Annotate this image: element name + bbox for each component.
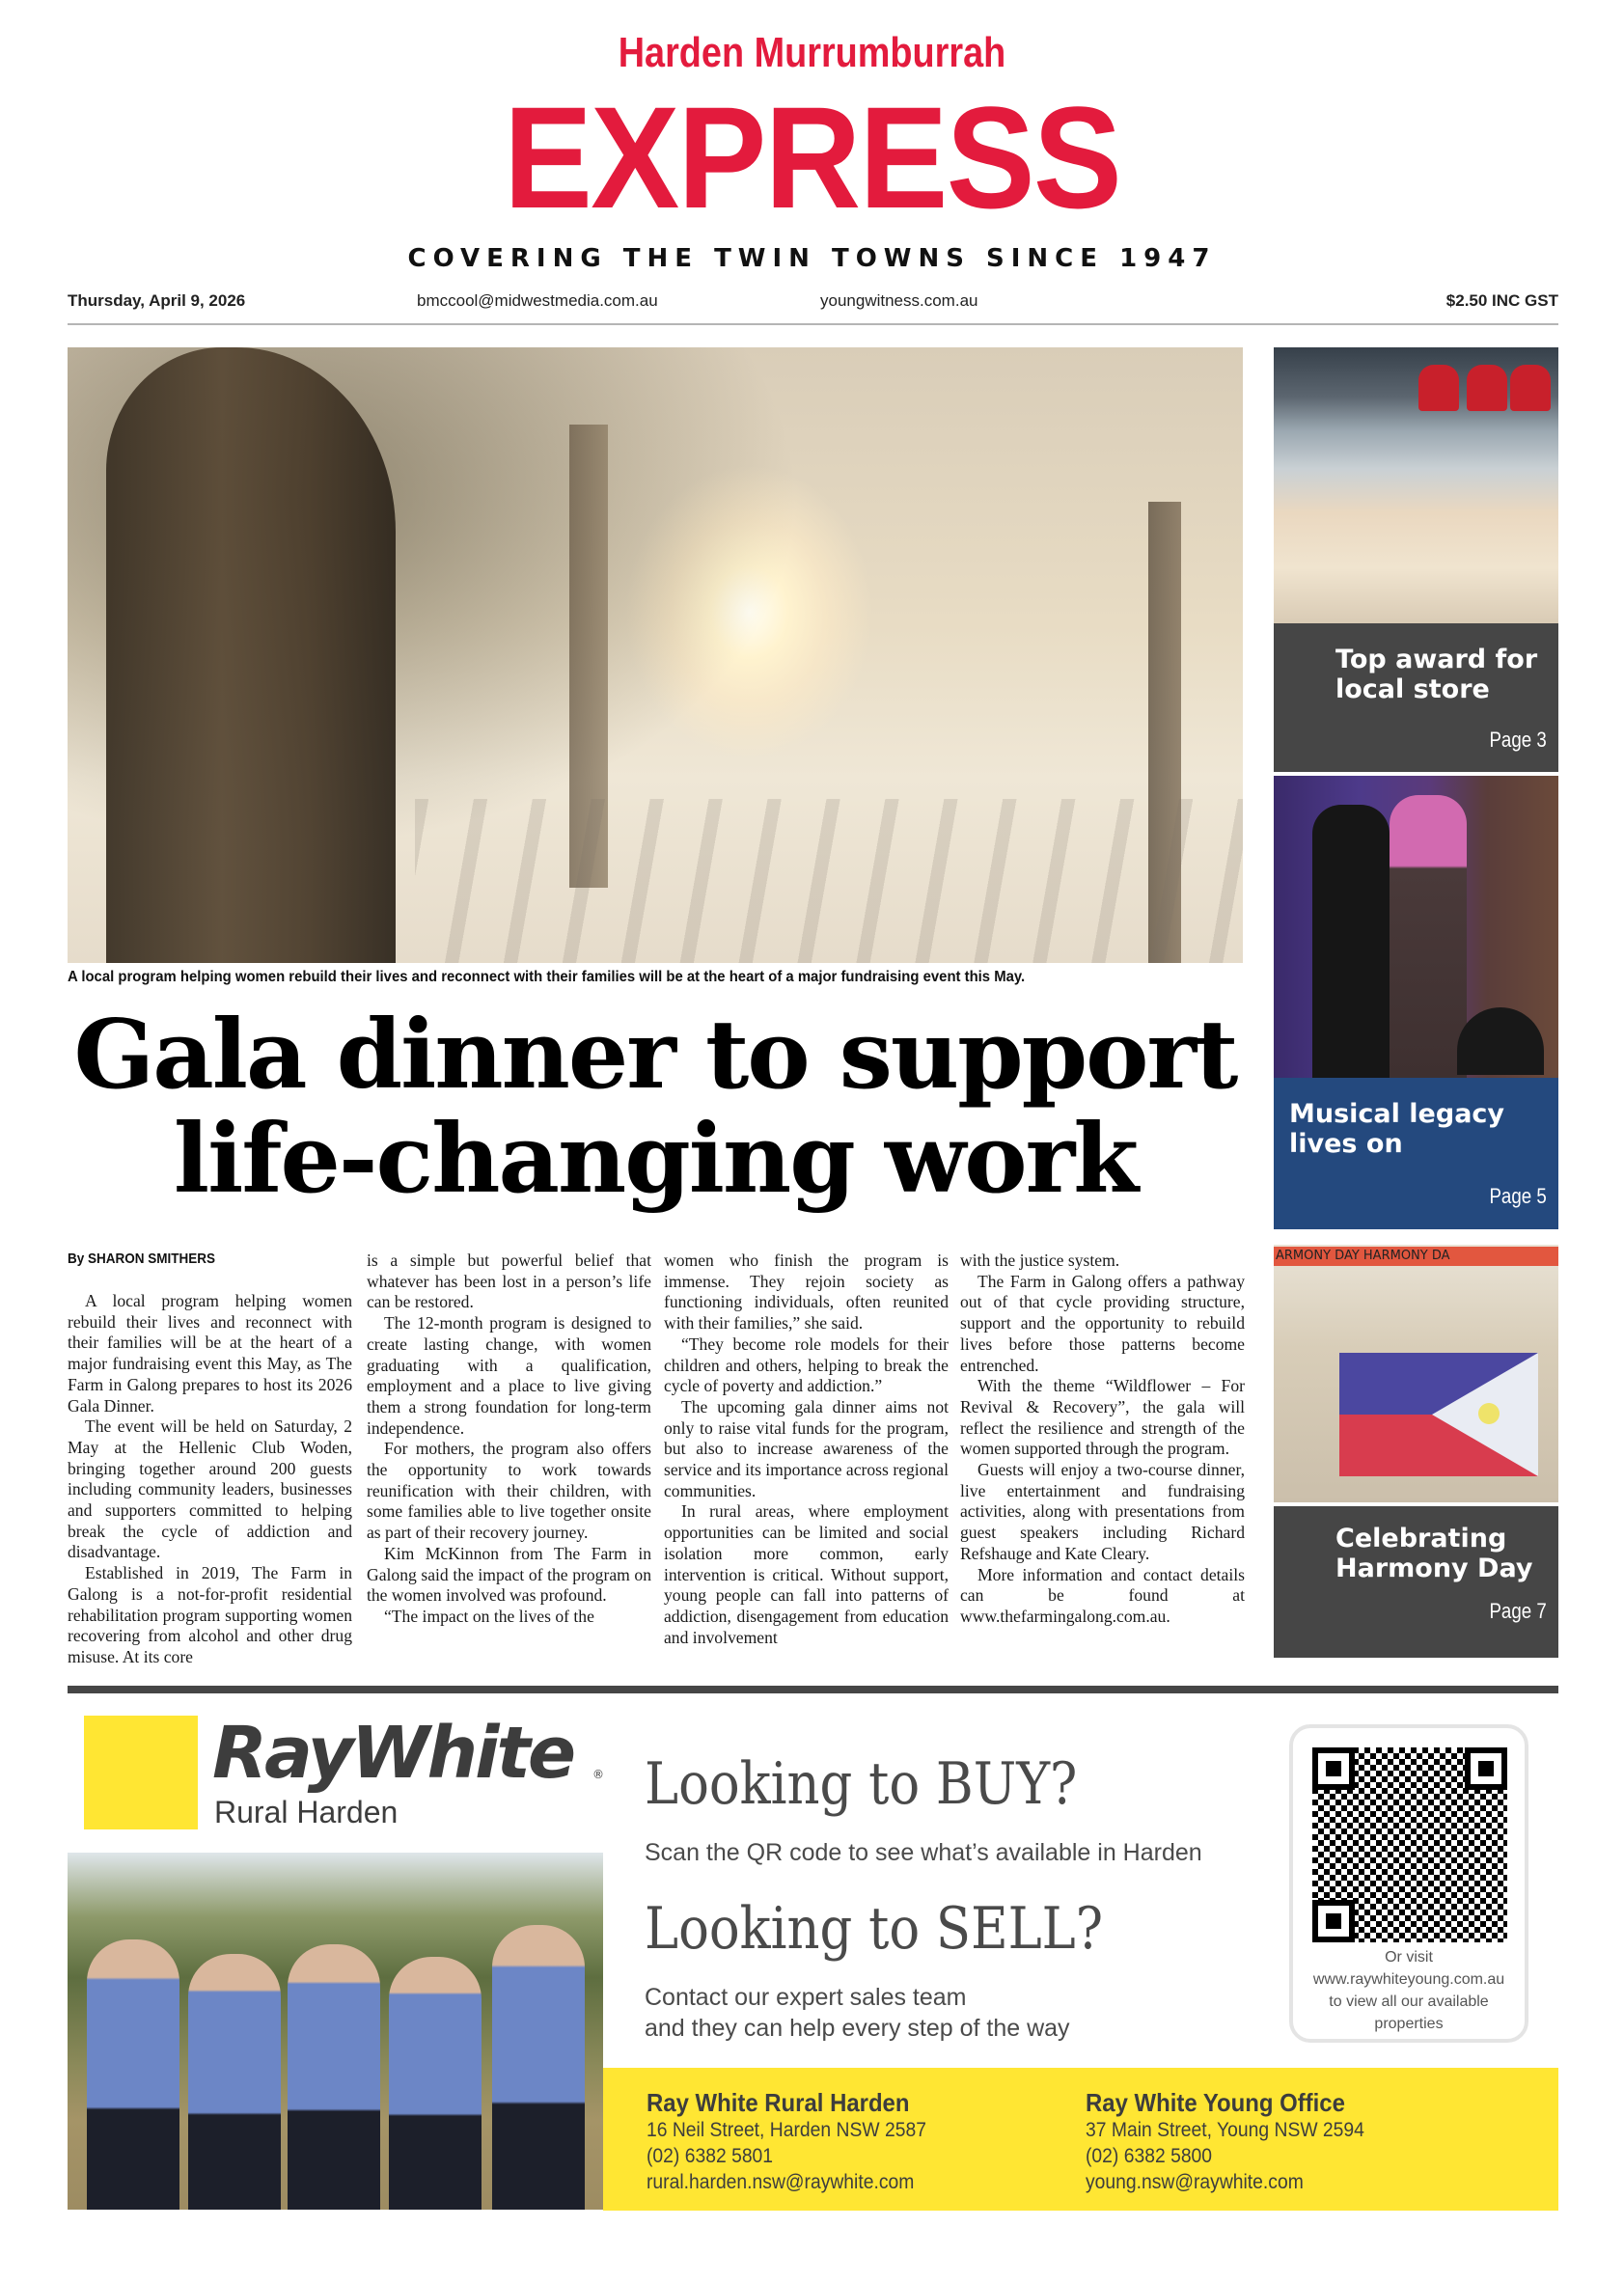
lead-headline [68,1000,1243,1215]
lead-story-photo [68,347,1243,963]
article-paragraph: The 12-month program is designed to create lasting change, with women graduating with a qualification, employment and a place to live giving them a strong foundation for long-term independence. [367,1313,651,1438]
office-email[interactable]: young.nsw@raywhite.com [1086,2171,1304,2193]
office-email[interactable]: rural.harden.nsw@raywhite.com [647,2171,915,2193]
office-address: 16 Neil Street, Harden NSW 2587 [647,2119,926,2141]
qr-finder [1465,1747,1507,1790]
article-paragraph: With the theme “Wildflower – For Revival & Recovery”, the gala will reflect the resilience and strength of the women supported through the program. [960,1376,1245,1459]
qr-code-icon[interactable] [1312,1747,1507,1942]
sun-icon [1478,1403,1500,1424]
photo-caption: A local program helping women rebuild their lives and reconnect with their families will be at the heart of a major fundraising event this May. [68,969,1026,985]
sell-text-line-1: Contact our expert sales team [645,1984,967,2011]
teaser-musical-legacy[interactable] [1274,776,1558,1229]
registered-mark: ® [592,1768,604,1781]
article-column-3 [664,1251,949,1648]
performer-figure [1312,805,1390,1078]
raywhite-team-photo [68,1853,603,2210]
raywhite-website-link[interactable]: www.raywhiteyoung.com.au [1312,1971,1505,1988]
teaser-page-ref: Page 3 [1489,728,1547,752]
article-paragraph: Kim McKinnon from The Farm in Galong said the impact of the program on the women involved was profound. [367,1543,651,1606]
teaser-photo-harmony-day [1274,1245,1558,1502]
raywhite-logo-square [84,1716,198,1829]
article-paragraph: In rural areas, where employment opportunities can be limited and social isolation more common, early intervention is critical. Without support, young people can fall into patterns of addiction, disengagement from education and involvement [664,1501,949,1647]
office-phone[interactable]: (02) 6382 5800 [1086,2145,1213,2167]
photo-shadows [415,799,1243,963]
article-paragraph: women who finish the program is immense. They rejoin society as functioning individuals, often reunited with their families,” she said. [664,1251,949,1333]
drum-kit [1457,1007,1544,1075]
article-paragraph: “The impact on the lives of the [384,1606,594,1626]
team-member [288,1944,380,2210]
byline-prefix: By [68,1251,85,1267]
office-name: Ray White Young Office [1086,2088,1345,2117]
office-harden [647,2088,950,2195]
qr-card [1289,1724,1528,2043]
masthead-subtitle: Harden Murrumburrah [618,29,1006,76]
teaser-box [1274,1506,1558,1658]
team-member [389,1957,482,2210]
sell-heading: Looking to SELL? [645,1895,1104,1963]
article-paragraph: The Farm in Galong offers a pathway out of that cycle providing structure, support and the opportunity to rebuild lives before those patterns become entrenched. [960,1271,1245,1375]
staff-figure [1467,365,1507,411]
teaser-page-ref: Page 5 [1489,1184,1547,1208]
article-paragraph: “They become role models for their children and others, helping to break the cycle of poverty and addiction.” [664,1333,949,1396]
teaser-page-ref: Page 7 [1489,1599,1547,1623]
qr-finder [1312,1747,1355,1790]
info-bar [68,291,1558,320]
teaser-top-award[interactable] [1274,347,1558,772]
masthead-title: EXPRESS [503,76,1121,238]
office-name: Ray White Rural Harden [647,2088,910,2117]
issue-date: Thursday, April 9, 2026 [68,291,246,310]
office-address: 37 Main Street, Young NSW 2594 [1086,2119,1364,2141]
buy-heading: Looking to BUY? [645,1750,1078,1818]
website-link[interactable]: youngwitness.com.au [820,291,978,310]
team-member [492,1925,585,2210]
staff-figure [1418,365,1459,411]
philippine-flag [1339,1353,1538,1476]
teaser-title: Top award for local store [1335,645,1538,704]
team-member [188,1954,281,2210]
article-column-4 [960,1251,1245,1628]
teaser-title: Celebrating Harmony Day [1335,1524,1533,1583]
article-paragraph: Guests will enjoy a two-course dinner, live entertainment and fundraising activities, along with presentations from guest speakers including Richard Refshauge and Kate Cleary. [960,1460,1245,1563]
headline-line-2: life-changing work [173,1104,1138,1215]
team-member [87,1939,179,2210]
office-phone[interactable]: (02) 6382 5801 [647,2145,774,2167]
headline-line-1: Gala dinner to support [73,1000,1237,1111]
qr-caption: Or visit www.raywhiteyoung.com.au to view all our available properties [1293,1946,1525,2035]
article-paragraph: More information and contact details can be found at www.thefarmingalong.com.au. [960,1564,1245,1626]
buy-text: Scan the QR code to see what’s available in Harden [645,1839,1202,1866]
office-young [1086,2088,1389,2195]
article-paragraph: Established in 2019, The Farm in Galong is a not-for-profit residential rehabilitation program supporting women recovering from alcohol and other drug misuse. At its core [68,1563,352,1666]
article-paragraph: with the justice system. [960,1251,1120,1270]
sell-text-line-2: and they can help every step of the way [645,2015,1070,2042]
contact-email-link[interactable]: bmccool@midwestmedia.com.au [417,291,658,310]
cover-price: $2.50 INC GST [1445,291,1558,310]
teaser-harmony-day[interactable] [1274,1245,1558,1672]
article-paragraph: is a simple but powerful belief that whatever has been lost in a person’s life can be restored. [367,1251,651,1312]
article-paragraph: The event will be held on Saturday, 2 May at the Hellenic Club Woden, bringing together around 200 guests including community leaders, businesses and supporters committed to helping break the cycle of addiction and disadvantage. [68,1416,352,1562]
masthead-tagline: COVERING THE TWIN TOWNS SINCE 1947 [407,244,1217,273]
masthead [0,0,1624,328]
teaser-title: Musical legacy lives on [1289,1099,1505,1159]
article-paragraph: A local program helping women rebuild their lives and reconnect with their families will be at the heart of a major fundraising event this May, as The Farm in Galong prepares to host its 2026 Gala Dinner. [68,1291,352,1416]
article-paragraph: The upcoming gala dinner aims not only to raise vital funds for the program, but also to increase awareness of the service and its importance across regional communities. [664,1396,949,1500]
raywhite-branch-name: Rural Harden [214,1795,399,1829]
advert-divider [68,1686,1558,1693]
article-paragraph: For mothers, the program also offers the opportunity to work towards reunification with their children, with some families able to live together onsite as part of their recovery journey. [367,1439,651,1543]
photo-tree-trunk [106,347,396,963]
teaser-box [1274,623,1558,772]
teaser-photo-bakery-staff [1274,347,1558,623]
article-column-2 [367,1251,651,1628]
violinist-figure [1390,795,1467,1078]
byline-author: SHARON SMITHERS [88,1251,216,1267]
teaser-box [1274,1078,1558,1229]
harmony-day-banner: ARMONY DAY HARMONY DA [1274,1247,1558,1266]
article-column-1 [68,1291,352,1668]
teaser-photo-musicians [1274,776,1558,1078]
masthead-divider [68,323,1558,325]
qr-finder [1312,1900,1355,1942]
byline [68,1251,215,1267]
staff-figure [1510,365,1551,411]
raywhite-logo-wordmark: RayWhite [212,1712,574,1795]
